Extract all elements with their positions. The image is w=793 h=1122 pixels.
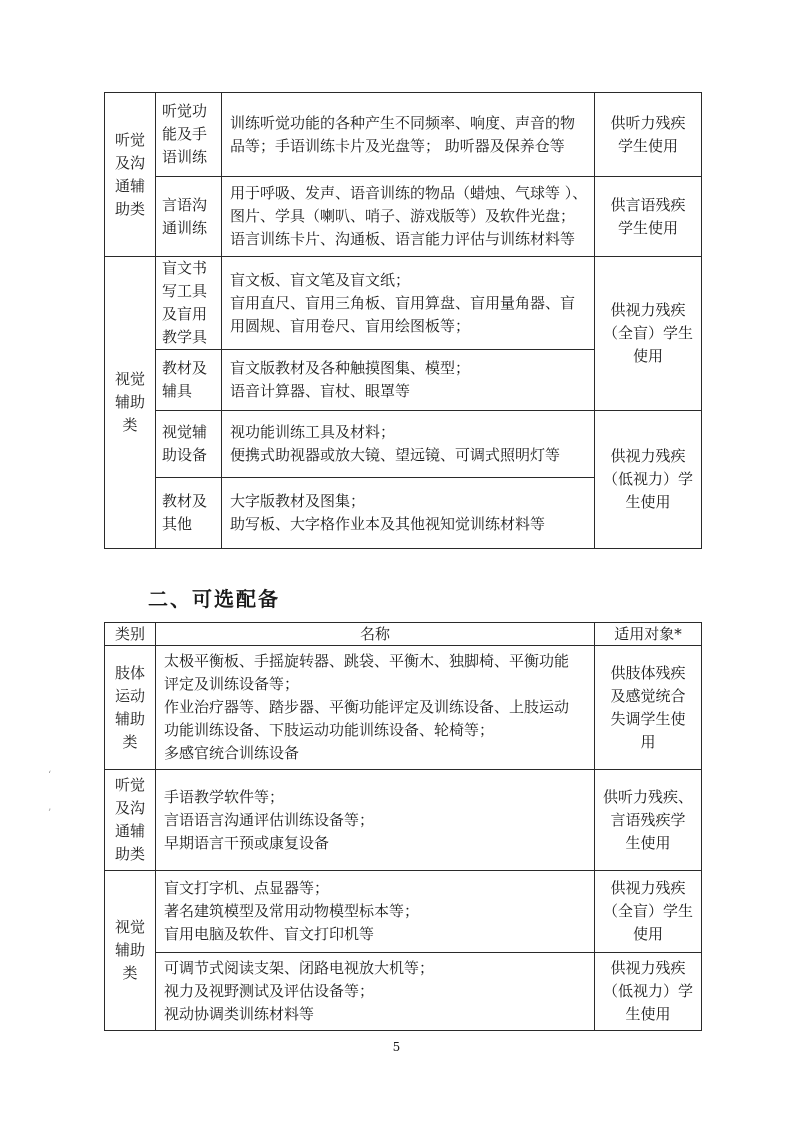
description-cell: 训练听觉功能的各种产生不同频率、响度、声音的物 品等；手语训练卡片及光盘等； 助听器及保养仓等 (222, 93, 595, 177)
subcategory-cell: 言语沟 通训练 (156, 177, 222, 257)
description-cell: 盲文版教材及各种触摸图集、模型； 语音计算器、盲杖、眼罩等 (222, 350, 595, 411)
description-cell: 大字版教材及图集； 助写板、大字格作业本及其他视知觉训练材料等 (222, 478, 595, 549)
category-cell: 听觉 及沟 通辅 助类 (105, 93, 156, 257)
table-row (105, 93, 702, 177)
audience-cell: 供肢体残疾 及感觉统合 失调学生使 用 (595, 646, 702, 770)
equipment-table-required (104, 92, 702, 549)
margin-mark: ‘ (48, 770, 52, 781)
table-row (105, 871, 702, 953)
margin-mark: ’ (48, 808, 52, 819)
table-row (105, 770, 702, 871)
audience-cell: 供听力残疾、 言语残疾学 生使用 (595, 770, 702, 871)
category-cell: 视觉 辅助 类 (105, 257, 156, 549)
category-cell: 肢体 运动 辅助 类 (105, 646, 156, 770)
audience-cell: 供视力残疾 （全盲）学生 使用 (595, 871, 702, 953)
table-row (105, 257, 702, 350)
description-cell: 可调节式阅读支架、闭路电视放大机等； 视力及视野测试及评估设备等； 视动协调类训练材料等 (156, 953, 595, 1031)
section-heading: 二、可选配备 (148, 587, 280, 611)
table-row (105, 177, 702, 257)
table-header-row (105, 623, 702, 646)
category-cell: 视觉 辅助 类 (105, 871, 156, 1031)
audience-cell: 供言语残疾 学生使用 (595, 177, 702, 257)
header-category: 类别 (105, 623, 156, 646)
category-cell: 听觉 及沟 通辅 助类 (105, 770, 156, 871)
description-cell: 盲文打字机、点显器等； 著名建筑模型及常用动物模型标本等； 盲用电脑及软件、盲文打印机等 (156, 871, 595, 953)
audience-cell: 供视力残疾 （低视力）学 生使用 (595, 411, 702, 549)
description-cell: 视功能训练工具及材料； 便携式助视器或放大镜、望远镜、可调式照明灯等 (222, 411, 595, 478)
header-audience: 适用对象* (595, 623, 702, 646)
subcategory-cell: 教材及 辅具 (156, 350, 222, 411)
header-name: 名称 (156, 623, 595, 646)
table-row (105, 953, 702, 1031)
subcategory-cell: 听觉功 能及手 语训练 (156, 93, 222, 177)
audience-cell: 供视力残疾 （全盲）学生 使用 (595, 257, 702, 411)
subcategory-cell: 盲文书 写工具 及盲用 教学具 (156, 257, 222, 350)
page-number: 5 (392, 1040, 401, 1054)
description-cell: 手语教学软件等； 言语语言沟通评估训练设备等； 早期语言干预或康复设备 (156, 770, 595, 871)
table-row (105, 411, 702, 478)
subcategory-cell: 视觉辅 助设备 (156, 411, 222, 478)
audience-cell: 供听力残疾 学生使用 (595, 93, 702, 177)
description-cell: 太极平衡板、手摇旋转器、跳袋、平衡木、独脚椅、平衡功能 评定及训练设备等； 作业治疗器等、踏步器、平衡功能评定及训练设备、上肢运动 功能训练设备、下肢运动功能训练设备、轮椅等； 多感官统合训练设备 (156, 646, 595, 770)
subcategory-cell: 教材及 其他 (156, 478, 222, 549)
audience-cell: 供视力残疾 （低视力）学 生使用 (595, 953, 702, 1031)
equipment-table-optional (104, 622, 702, 1031)
description-cell: 盲文板、盲文笔及盲文纸； 盲用直尺、盲用三角板、盲用算盘、盲用量角器、盲 用圆规、盲用卷尺、盲用绘图板等； (222, 257, 595, 350)
table-row (105, 646, 702, 770)
description-cell: 用于呼吸、发声、语音训练的物品（蜡烛、气球等 ）、 图片、学具（喇叭、哨子、游戏版等）及软件光盘； 语言训练卡片、沟通板、语言能力评估与训练材料等 (222, 177, 595, 257)
